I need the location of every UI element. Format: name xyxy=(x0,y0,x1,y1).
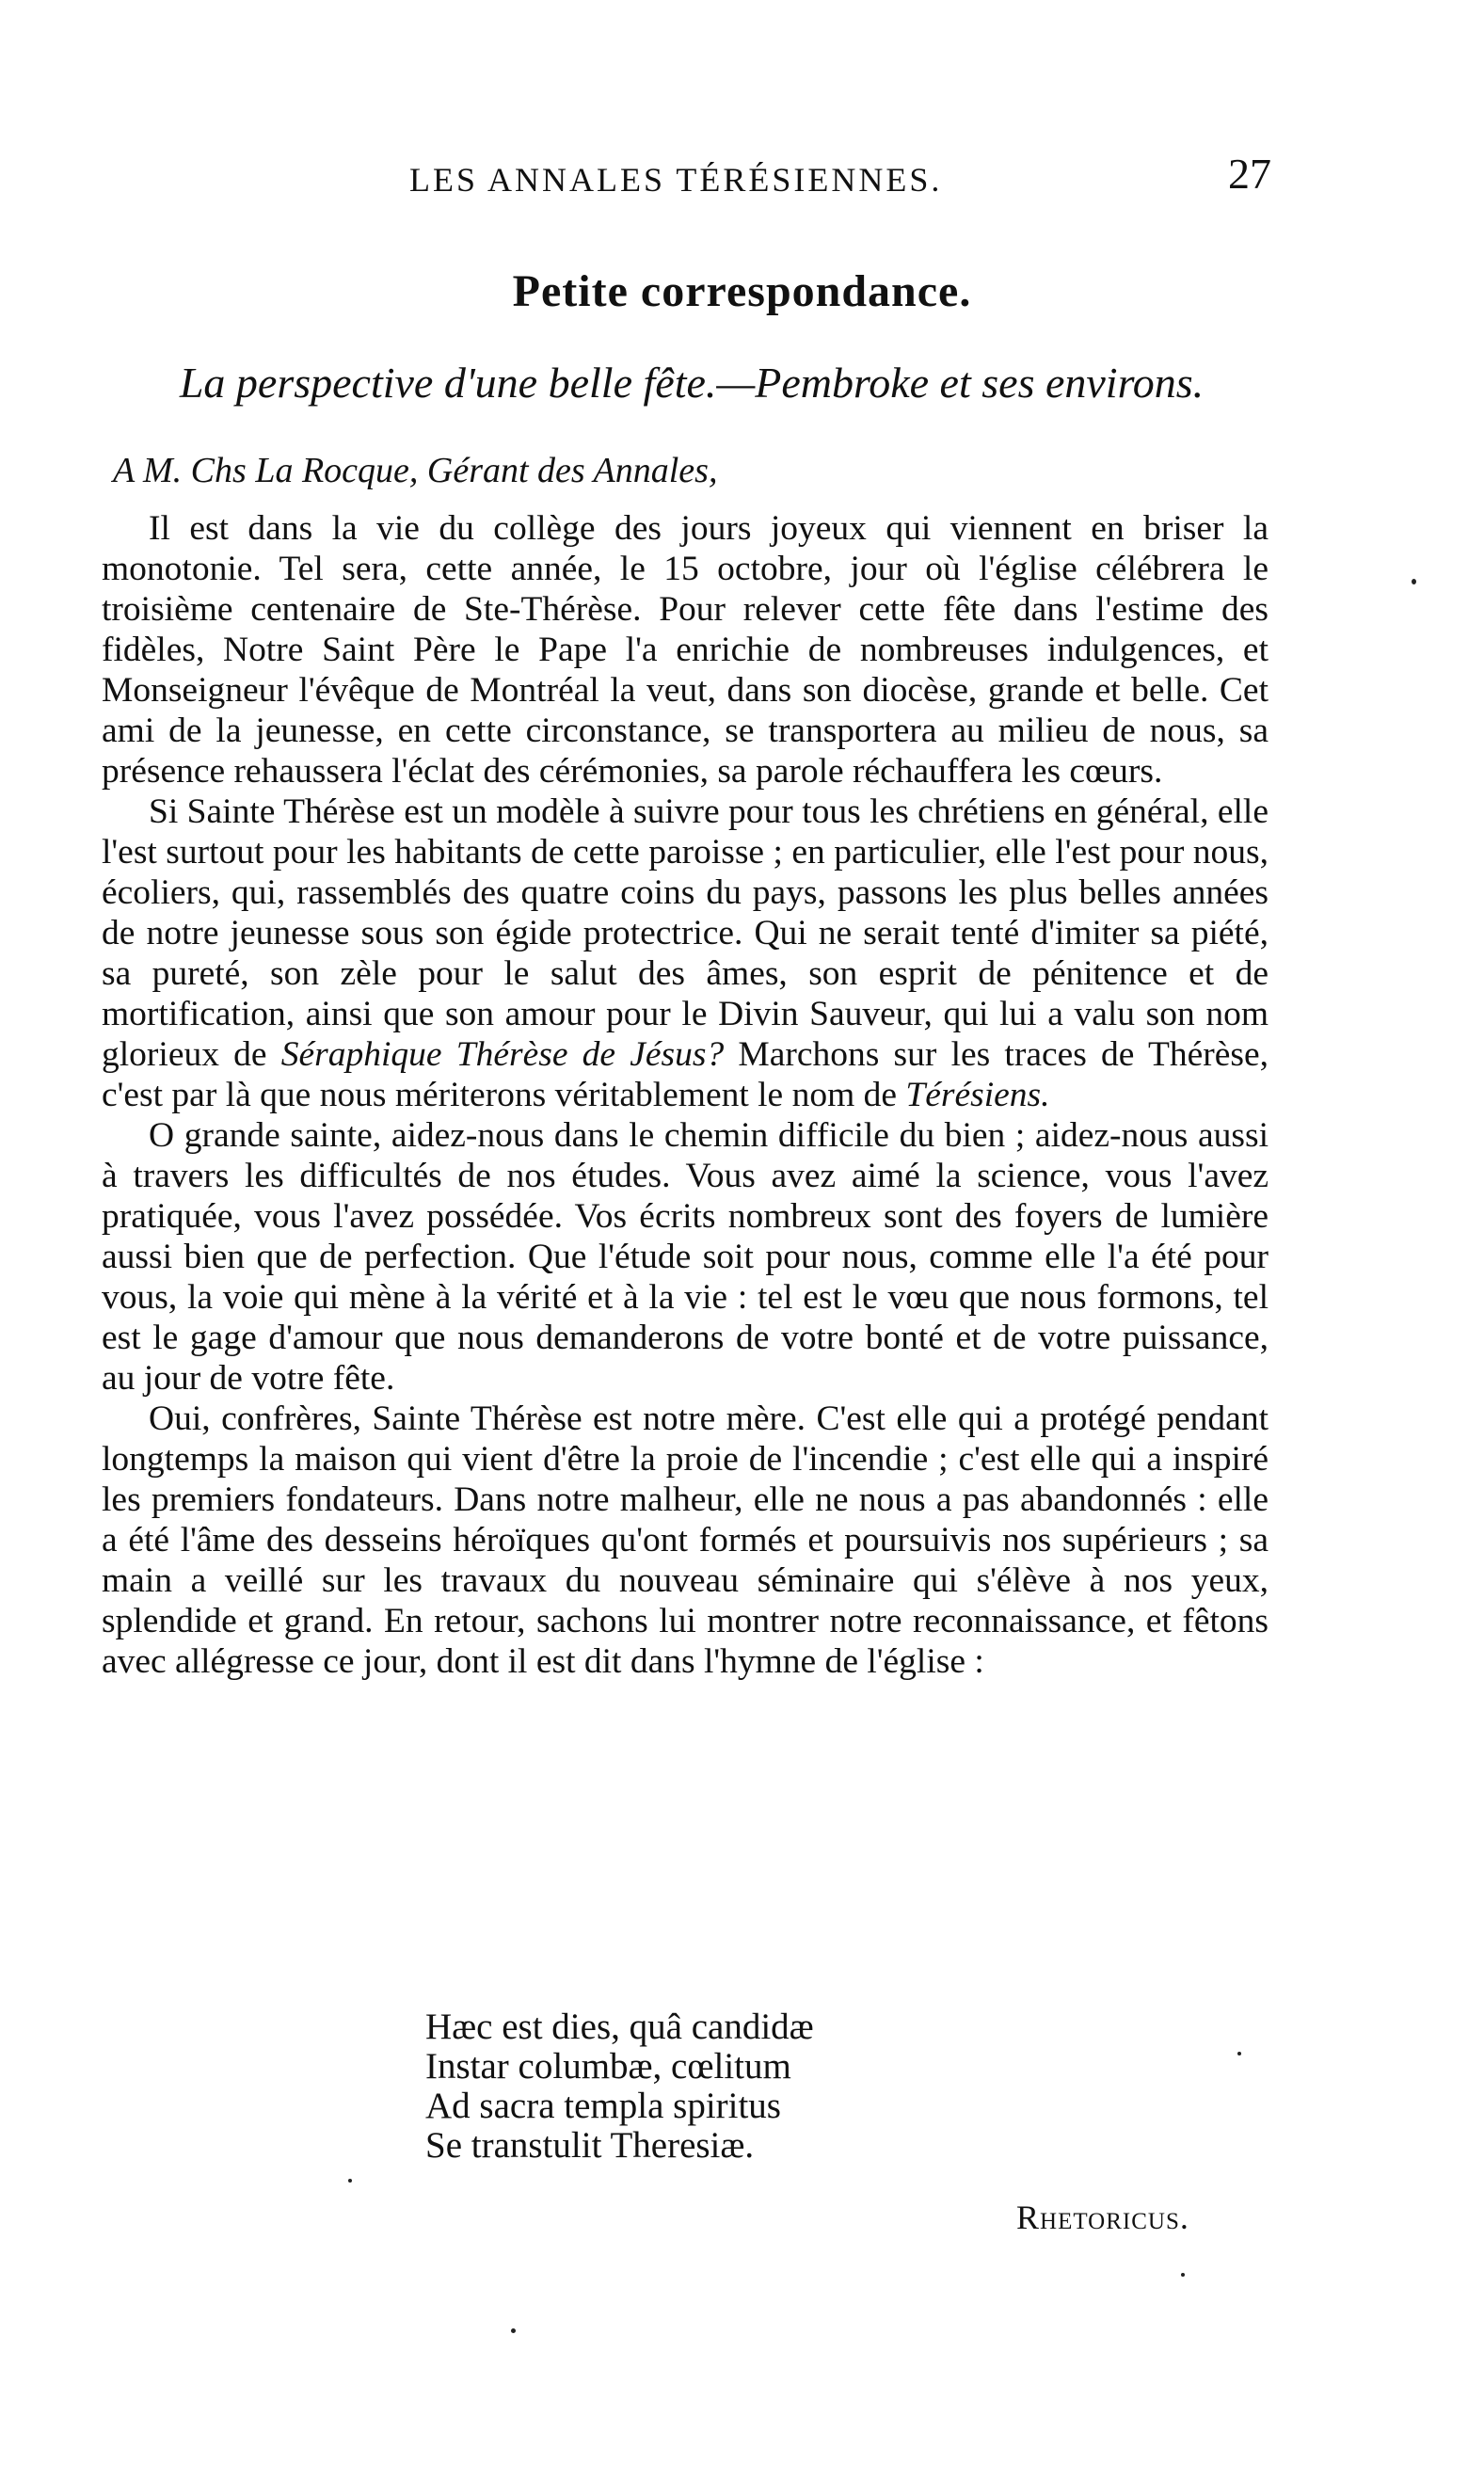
scan-speck xyxy=(511,2328,516,2333)
verse-line: Se transtulit Theresiæ. xyxy=(425,2125,755,2166)
running-title: LES ANNALES TÉRÉSIENNES. xyxy=(409,161,943,199)
scan-speck xyxy=(1412,579,1416,584)
hymn-verse xyxy=(425,2007,814,2166)
italic-phrase: Térésiens. xyxy=(905,1076,1050,1114)
paragraph: Oui, confrères, Sainte Thérèse est notre mère. C'est elle qui a protégé pendant longtemps la maison qui vient d'être la proie de l'incendie ; c'est elle qui a inspiré les premiers fondateurs. Dans notre malheur, elle ne nous a pas abandonnés : elle a été l'âme des desseins héroïques qu'ont formés et poursuivis nos supérieurs ; sa main a veillé sur les travaux du nouveau séminaire qui s'élève à nos yeux, splendide et grand. En retour, sachons lui montrer notre reconnaissance, et fêtons avec allégresse ce jour, dont il est dit dans l'hymne de l'église : xyxy=(102,1399,1269,1681)
paragraph-text: Si Sainte Thérèse est un modèle à suivre pour tous les chrétiens en général, elle l'est surtout pour les habitants de cette paroisse ; en particulier, elle l'est pour nous, écoliers, qui, rassemblés des quatre coins du pays, passons les plus belles années de notre jeunesse sous son égide protectrice. Qui ne serait tenté d'imiter sa piété, sa pureté, son zèle pour le salut des âmes, son esprit de pénitence et de mortification, ainsi que son amour pour le Divin Sauveur, qui lui a valu son nom glorieux de xyxy=(102,792,1269,1074)
page-number: 27 xyxy=(1228,150,1271,198)
scan-speck xyxy=(1237,2052,1241,2055)
verse-line: Ad sacra templa spiritus xyxy=(425,2086,781,2126)
signature: Rhetoricus. xyxy=(1016,2199,1189,2236)
paragraph: O grande sainte, aidez-nous dans le chemin difficile du bien ; aidez-nous aussi à travers les difficultés de nos études. Vous avez aimé la science, vous l'avez pratiquée, vous l'avez possédée. Vos écrits nombreux sont des foyers de lumière aussi bien que de perfection. Que l'étude soit pour nous, comme elle l'a été pour vous, la voie qui mène à la vérité et à la vie : tel est le vœu que nous formons, tel est le gage d'amour que nous demanderons de votre bonté et de votre puissance, au jour de votre fête. xyxy=(102,1116,1269,1398)
scan-speck xyxy=(1181,2273,1185,2277)
italic-phrase: Séraphique Thérèse de Jésus? xyxy=(280,1035,725,1074)
verse-line: Instar columbæ, cœlitum xyxy=(425,2046,791,2087)
salutation: A M. Chs La Rocque, Gérant des Annales, xyxy=(113,451,718,490)
paragraph-text: Marchons sur les traces de Thérèse, c'est par là que nous mériterons véritablement le nom de xyxy=(102,1035,1269,1114)
article-title: Petite correspondance. xyxy=(512,266,972,316)
verse-line: Hæc est dies, quâ candidæ xyxy=(425,2007,814,2047)
paragraph xyxy=(102,792,1269,1115)
article-subtitle: La perspective d'une belle fête.—Pembroke et ses environs. xyxy=(179,359,1205,407)
scan-speck xyxy=(348,2179,352,2183)
paragraph: Il est dans la vie du collège des jours joyeux qui viennent en briser la monotonie. Tel sera, cette année, le 15 octobre, jour où l'église célébrera le troisième centenaire de Ste-Thérèse. Pour relever cette fête dans l'estime des fidèles, Notre Saint Père le Pape l'a enrichie de nombreuses indulgences, et Monseigneur l'évêque de Montréal la veut, dans son diocèse, grande et belle. Cet ami de la jeunesse, en cette circonstance, se transportera au milieu de nous, sa présence rehaussera l'éclat des cérémonies, sa parole réchauffera les cœurs. xyxy=(102,509,1269,791)
letter-body xyxy=(102,508,1269,1682)
